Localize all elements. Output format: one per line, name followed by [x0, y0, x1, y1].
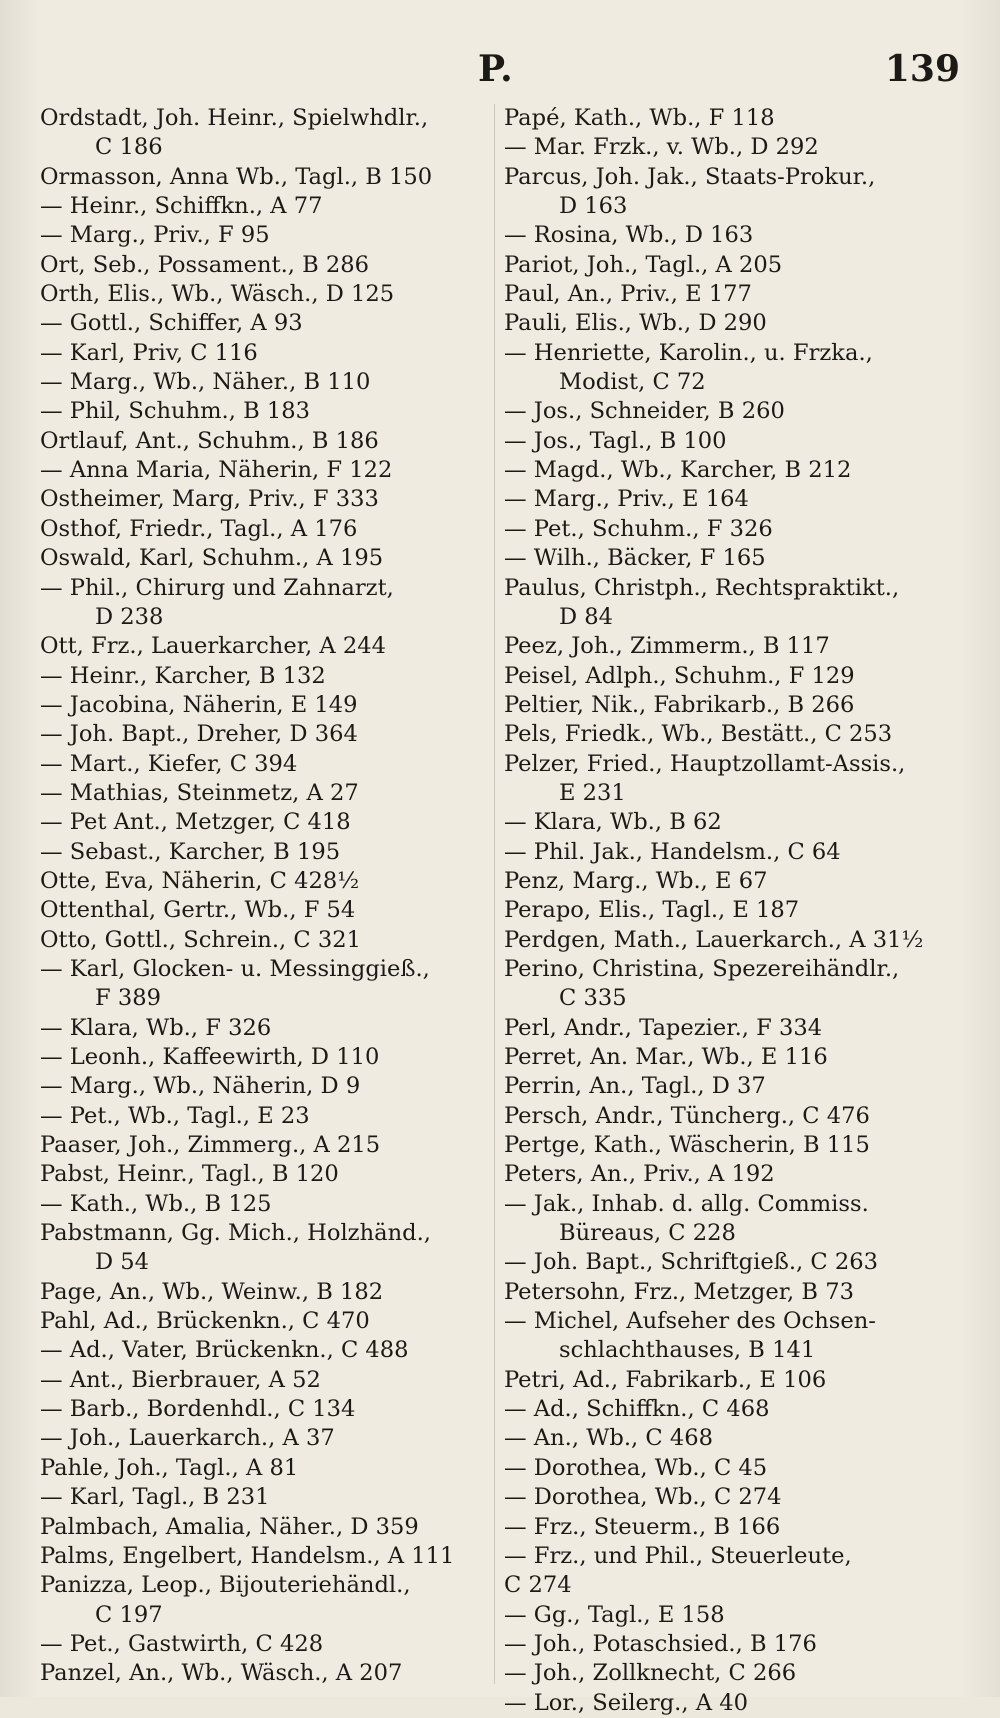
directory-entry: — Phil., Chirurg und Zahnarzt, — [40, 574, 394, 601]
directory-entry: — Leonh., Kaffeewirth, D 110 — [40, 1044, 380, 1070]
directory-entry: — Karl, Tagl., B 231 — [40, 1484, 270, 1511]
directory-entry: Perret, An. Mar., Wb., E 116 — [504, 1044, 828, 1070]
directory-entry: — Marg., Priv., F 95 — [40, 222, 270, 249]
directory-entry: Peltier, Nik., Fabrikarb., B 266 — [504, 691, 855, 718]
directory-entry: Ort, Seb., Possament., B 286 — [40, 251, 370, 278]
directory-entry: — Michel, Aufseher des Ochsen- — [504, 1308, 876, 1335]
directory-entry: Panizza, Leop., Bijouteriehändl., — [40, 1572, 411, 1599]
directory-entry: Peters, An., Priv., A 192 — [504, 1161, 775, 1188]
running-head — [0, 48, 1000, 96]
directory-entry: — Karl, Priv, C 116 — [40, 339, 258, 366]
directory-entry: — Barb., Bordenhdl., C 134 — [40, 1396, 356, 1423]
directory-entry: Paul, An., Priv., E 177 — [504, 281, 752, 308]
directory-entry: Penz, Marg., Wb., E 67 — [504, 867, 768, 894]
directory-entry: — Jacobina, Näherin, E 149 — [40, 691, 358, 718]
entry-continuation: C 335 — [559, 985, 627, 1012]
entry-continuation: schlachthauses, B 141 — [559, 1337, 816, 1364]
directory-entry: — Rosina, Wb., D 163 — [504, 222, 754, 249]
directory-entry: Pahl, Ad., Brückenkn., C 470 — [40, 1308, 370, 1335]
directory-entry: Paulus, Christph., Rechtspraktikt., — [504, 574, 900, 601]
directory-entry: — Henriette, Karolin., u. Frzka., — [504, 339, 873, 366]
directory-entry: Palmbach, Amalia, Näher., D 359 — [40, 1513, 419, 1540]
directory-entry: Ordstadt, Joh. Heinr., Spielwhdlr., — [40, 105, 429, 131]
entry-continuation: D 238 — [95, 603, 164, 630]
directory-entry: — Joh., Zollknecht, C 266 — [504, 1660, 797, 1687]
directory-entry: — Jos., Tagl., B 100 — [504, 427, 727, 454]
directory-entry: — Frz., Steuerm., B 166 — [504, 1513, 781, 1540]
entry-continuation: Büreaus, C 228 — [559, 1220, 736, 1247]
directory-entry: — Phil. Jak., Handelsm., C 64 — [504, 838, 841, 865]
left-column — [40, 104, 488, 1689]
section-letter: P. — [478, 48, 514, 90]
directory-entry: — Phil, Schuhm., B 183 — [40, 398, 311, 425]
directory-entry: Pabst, Heinr., Tagl., B 120 — [40, 1161, 339, 1188]
directory-entry: — Heinr., Karcher, B 132 — [40, 662, 326, 689]
directory-entry: C 274 — [504, 1572, 572, 1599]
directory-entry: Petersohn, Frz., Metzger, B 73 — [504, 1278, 854, 1305]
directory-entry: Persch, Andr., Tüncherg., C 476 — [504, 1102, 870, 1129]
directory-entry: — Gg., Tagl., E 158 — [504, 1601, 725, 1628]
directory-entry: — Heinr., Schiffkn., A 77 — [40, 193, 323, 220]
entry-continuation: C 186 — [95, 134, 163, 161]
directory-entry: Papé, Kath., Wb., F 118 — [504, 105, 775, 131]
directory-entry: — Mathias, Steinmetz, A 27 — [40, 779, 359, 806]
directory-entry: Peisel, Adlph., Schuhm., F 129 — [504, 662, 855, 689]
directory-entry: Ott, Frz., Lauerkarcher, A 244 — [40, 633, 387, 660]
directory-entry: — Marg., Priv., E 164 — [504, 486, 749, 513]
directory-entry: — Marg., Wb., Näher., B 110 — [40, 369, 371, 396]
directory-entry: Petri, Ad., Fabrikarb., E 106 — [504, 1366, 827, 1393]
directory-entry: — Jos., Schneider, B 260 — [504, 398, 785, 425]
directory-entry: — Ad., Schiffkn., C 468 — [504, 1396, 770, 1423]
directory-entry: Parcus, Joh. Jak., Staats-Prokur., — [504, 163, 876, 190]
right-column — [504, 104, 960, 1718]
entry-continuation: F 389 — [95, 985, 161, 1012]
directory-entry: — Mart., Kiefer, C 394 — [40, 750, 298, 777]
directory-entry: Oswald, Karl, Schuhm., A 195 — [40, 545, 384, 572]
directory-entry: Otte, Eva, Näherin, C 428½ — [40, 867, 360, 894]
directory-entry: — Wilh., Bäcker, F 165 — [504, 545, 766, 572]
entry-continuation: D 54 — [95, 1249, 150, 1276]
directory-entry: Otto, Gottl., Schrein., C 321 — [40, 926, 362, 953]
directory-entry: — Pet Ant., Metzger, C 418 — [40, 809, 351, 836]
directory-entry: Perdgen, Math., Lauerkarch., A 31½ — [504, 926, 924, 953]
directory-entry: — Anna Maria, Näherin, F 122 — [40, 457, 393, 484]
entry-continuation: D 84 — [559, 603, 614, 630]
directory-entry: — Karl, Glocken- u. Messinggieß., — [40, 955, 430, 982]
directory-entry: Perino, Christina, Spezereihändlr., — [504, 955, 900, 982]
directory-entry: Ottenthal, Gertr., Wb., F 54 — [40, 897, 356, 924]
directory-entry: Pelzer, Fried., Hauptzollamt-Assis., — [504, 750, 906, 777]
directory-entry: Paaser, Joh., Zimmerg., A 215 — [40, 1132, 381, 1159]
directory-entry: — Mar. Frzk., v. Wb., D 292 — [504, 134, 819, 161]
directory-entry: Page, An., Wb., Weinw., B 182 — [40, 1278, 384, 1305]
directory-entry: Peez, Joh., Zimmerm., B 117 — [504, 633, 830, 660]
directory-entry: Ostheimer, Marg, Priv., F 333 — [40, 486, 379, 513]
directory-entry: Pabstmann, Gg. Mich., Holzhänd., — [40, 1220, 431, 1247]
entry-continuation: Modist, C 72 — [559, 369, 706, 396]
directory-entry: — Joh. Bapt., Dreher, D 364 — [40, 721, 358, 748]
directory-entry: — Frz., und Phil., Steuerleute, — [504, 1542, 852, 1569]
directory-entry: Pertge, Kath., Wäscherin, B 115 — [504, 1132, 870, 1159]
directory-entry: — Joh. Bapt., Schriftgieß., C 263 — [504, 1249, 878, 1276]
entry-continuation: C 197 — [95, 1601, 163, 1628]
directory-entry: — Ad., Vater, Brückenkn., C 488 — [40, 1337, 409, 1364]
directory-entry: Pahle, Joh., Tagl., A 81 — [40, 1454, 299, 1481]
directory-entry: Pels, Friedk., Wb., Bestätt., C 253 — [504, 721, 893, 748]
directory-entry: Perrin, An., Tagl., D 37 — [504, 1073, 766, 1100]
directory-entry: — Joh., Potaschsied., B 176 — [504, 1630, 817, 1657]
page-number: 139 — [884, 48, 960, 90]
directory-entry: — Klara, Wb., B 62 — [504, 809, 722, 836]
directory-entry: — Magd., Wb., Karcher, B 212 — [504, 457, 852, 484]
directory-entry: — Dorothea, Wb., C 274 — [504, 1484, 782, 1511]
directory-entry: — Ant., Bierbrauer, A 52 — [40, 1366, 321, 1393]
directory-entry: Perl, Andr., Tapezier., F 334 — [504, 1014, 823, 1041]
entry-continuation: D 163 — [559, 193, 628, 220]
entry-continuation: E 231 — [559, 779, 626, 806]
directory-entry: — Kath., Wb., B 125 — [40, 1190, 272, 1217]
directory-entry: — Pet., Wb., Tagl., E 23 — [40, 1102, 310, 1129]
directory-entry: — Gottl., Schiffer, A 93 — [40, 310, 303, 337]
directory-entry: Orth, Elis., Wb., Wäsch., D 125 — [40, 281, 395, 308]
directory-entry: — Sebast., Karcher, B 195 — [40, 838, 341, 865]
column-divider — [494, 104, 495, 1684]
directory-entry: — Marg., Wb., Näherin, D 9 — [40, 1073, 361, 1100]
directory-entry: Pauli, Elis., Wb., D 290 — [504, 310, 767, 337]
directory-entry: — Joh., Lauerkarch., A 37 — [40, 1425, 335, 1452]
directory-entry: Palms, Engelbert, Handelsm., A 111 — [40, 1542, 455, 1569]
directory-entry: Perapo, Elis., Tagl., E 187 — [504, 897, 800, 924]
directory-entry: — Lor., Seilerg., A 40 — [504, 1689, 748, 1716]
directory-entry: — Dorothea, Wb., C 45 — [504, 1454, 768, 1481]
directory-entry: Panzel, An., Wb., Wäsch., A 207 — [40, 1660, 403, 1687]
directory-entry: — Pet., Gastwirth, C 428 — [40, 1630, 324, 1657]
directory-entry: Ormasson, Anna Wb., Tagl., B 150 — [40, 163, 433, 190]
directory-entry: Pariot, Joh., Tagl., A 205 — [504, 251, 783, 278]
directory-entry: — An., Wb., C 468 — [504, 1425, 714, 1452]
directory-entry: — Pet., Schuhm., F 326 — [504, 515, 773, 542]
directory-entry: Ortlauf, Ant., Schuhm., B 186 — [40, 427, 379, 454]
directory-entry: Osthof, Friedr., Tagl., A 176 — [40, 515, 358, 542]
directory-entry: — Klara, Wb., F 326 — [40, 1014, 272, 1041]
directory-entry: — Jak., Inhab. d. allg. Commiss. — [504, 1190, 869, 1217]
